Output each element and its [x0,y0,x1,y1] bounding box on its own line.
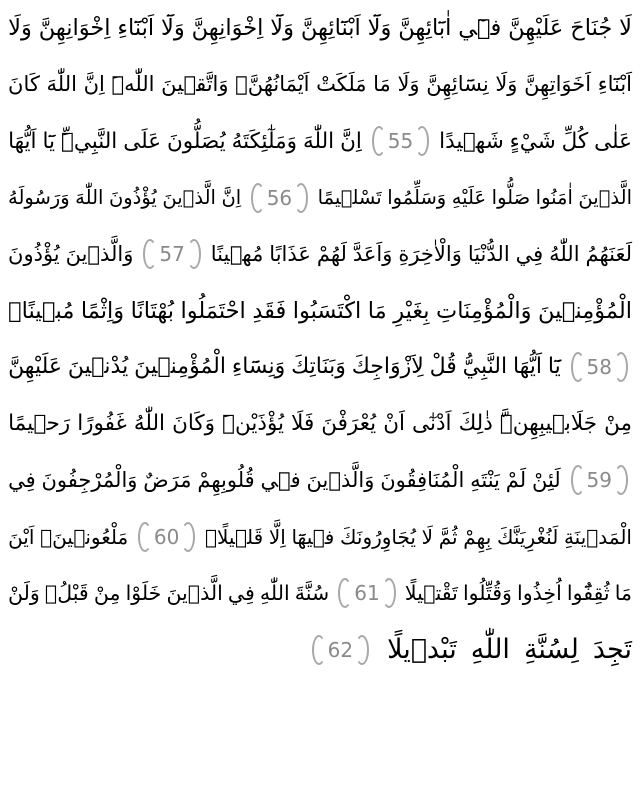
text-line [8,0,632,57]
arabic-word: وَلَا [397,72,420,97]
arabic-word: غَفُورًا [77,411,127,436]
arabic-word: قُلُوبِهِمْ [197,467,255,492]
arabic-word: اكْتَسَبُوا [292,297,362,324]
arabic-word: لَعَنَهُمُ [585,241,632,266]
ayah-number-marker [334,578,399,608]
arabic-word: احْتَمَلُوا [180,297,246,324]
arabic-word: يُؤْذَيْنَۜ [222,411,285,436]
arabic-word: الْمُنَافِقُونَ [380,467,465,492]
arabic-word: الْمُؤْمِنٖينَ [538,297,632,324]
arabic-word: عَلٰى [594,128,632,154]
arabic-word: اَنْ [383,411,405,436]
ornament-right-icon [614,465,628,495]
arabic-word: اللّٰهَۜ [111,72,155,97]
arabic-word: فِي [227,581,255,605]
arabic-word: اِنَّ [83,72,105,97]
ayah-number-marker [368,126,433,156]
arabic-word: تَسْلٖيمًا [317,186,382,209]
arabic-word: مَرَضٌ [143,467,192,492]
text-line [8,170,632,227]
arabic-word: عَلَيْهِ [451,186,487,209]
ornament-left-icon [338,578,352,608]
arabic-word: مَا [614,581,632,605]
arabic-word: شَهٖيدًا [439,128,504,154]
arabic-word: عَلَى [123,128,162,154]
arabic-word: اللّٰهِ [470,634,510,666]
arabic-word: اللّٰهُ [133,411,166,436]
arabic-word: عَذَابًا [269,241,311,266]
arabic-word: الدُّنْيَا [467,241,510,266]
arabic-word: شَيْءٍ [509,128,556,154]
arabic-word: لَمْ [505,467,527,492]
ornament-left-icon [372,126,386,156]
arabic-word: اللّٰهَ [302,128,335,154]
arabic-word: فٖٓي [458,15,502,41]
arabic-word: وَلَا [495,72,518,97]
arabic-word: اللّٰهُ [549,241,580,266]
arabic-word: مِنْ [93,581,121,605]
text-line [8,57,632,114]
arabic-word: قُلْ [429,354,457,380]
arabic-word: اَبْنَٓائِهِنَّ [300,15,361,41]
text-line [8,339,632,396]
text-line [8,622,632,679]
arabic-word: مِنْ [604,411,632,436]
arabic-word: فِي [8,467,36,492]
ornament-right-icon [355,635,369,665]
arabic-word: وَمَلٰٓئِكَتَهُ [231,128,298,154]
ayah-number: 59 [586,468,612,493]
arabic-word: جُنَاحَ [570,15,613,41]
ayah-number: 62 [327,637,354,662]
text-line [8,396,632,453]
ornament-right-icon [294,183,308,213]
arabic-word: وَلَا [8,15,32,41]
arabic-word: وَالَّذٖينَ [65,241,134,266]
arabic-word: يُدْنٖينَ [67,354,129,380]
arabic-word: اٰبَٓائِهِنَّ [398,15,452,41]
arabic-word: كُلِّ [561,128,589,154]
text-line [8,113,632,170]
ayah-number: 58 [586,355,612,380]
ornament-left-icon [143,239,157,269]
arabic-word: مَلْعُونٖينَۚ [40,524,129,549]
arabic-word: اَيُّهَا [512,354,543,380]
arabic-word: صَلُّوا [491,186,531,209]
ayah-number-marker [139,239,204,269]
arabic-word: يُعْرَفْنَ [321,411,377,436]
arabic-word: نِسَٓائِهِنَّ [426,72,489,97]
arabic-word: وَقُتِّلُوا [462,581,512,605]
text-line [8,509,632,566]
ornament-left-icon [571,465,585,495]
arabic-word: مَا [373,72,391,97]
arabic-word: مَلَكَتْ [316,72,367,97]
arabic-word: يُجَاوِرُونَكَ [340,524,416,549]
arabic-word: مُهٖينًا [210,241,264,266]
arabic-word: فٖيهَٓا [291,524,335,549]
arabic-word: وَاتَّقٖينَ [161,72,229,97]
arabic-word: عَلَيْهِنَّ [8,354,62,380]
arabic-word: وَرَسُولَهُ [8,186,70,209]
arabic-word: النَّبِيُّ [462,354,508,380]
arabic-word: مُبٖينًا۟ [8,297,75,324]
arabic-word: لِاَزْوَاجِكَ [351,354,424,380]
arabic-word: اِلَّا [268,524,286,549]
arabic-word: اللّٰهِ [259,581,290,605]
arabic-word: بِغَيْرِ [393,297,430,324]
arabic-word: وَلَنْ [8,581,40,605]
text-line [8,565,632,622]
ayah-number: 56 [266,185,293,210]
arabic-word: اَبْنَٓاءِ [597,72,632,97]
arabic-word: مَا [367,297,387,324]
arabic-word: وَالْاٰخِرَةِ [398,241,462,266]
arabic-word: قَبْلُۚ [44,581,89,605]
arabic-word: بُهْتَانًا [130,297,175,324]
ornament-right-icon [614,352,628,382]
arabic-word: الْمَدٖينَةِ [563,524,632,549]
arabic-word: تَقْتٖيلًا [404,581,458,605]
arabic-word: وَالْمُرْجِفُونَ [41,467,138,492]
text-line [8,283,632,340]
arabic-word: اَدْنٰٓى [412,411,452,436]
arabic-word: يَنْتَهِ [470,467,500,492]
arabic-word: يُؤْذُونَ [8,241,60,266]
arabic-word: لَنُغْرِيَنَّكَ [497,524,559,549]
arabic-word: وَلَٓا [161,15,185,41]
arabic-word: وَاِثْمًا [80,297,125,324]
ornament-left-icon [312,635,326,665]
arabic-word: فٖي [260,467,301,492]
arabic-word: وَبَنَاتِكَ [291,354,346,380]
arabic-word: قَلٖيلًاۚ [205,524,264,549]
arabic-word: اٰمَنُوا [535,186,573,209]
arabic-word: اللّٰهَ [75,186,104,209]
arabic-word: سُنَّةَ [294,581,330,605]
ayah-number-marker [567,465,632,495]
ayah-number: 61 [354,581,380,606]
ornament-right-icon [415,126,429,156]
ayah-number-marker [247,183,312,213]
ayah-number: 55 [387,129,414,154]
arabic-word: فِي [515,241,544,266]
arabic-word: اَيْمَانُهُنَّۚ [235,72,310,97]
arabic-word: تَجِدَ [592,634,632,666]
arabic-word: وَالَّذٖينَ [306,467,375,492]
arabic-word: ذٰلِكَ [458,411,493,436]
arabic-word: يَٓا [42,128,55,154]
arabic-word: بِهِمْ [463,524,492,549]
ayah-number-marker [134,522,199,552]
arabic-word: النَّبِيِّۜ [60,128,118,154]
ayah-number: 60 [153,524,180,549]
arabic-word: يَٓا [547,354,561,380]
arabic-word: عَلَيْهِنَّ [508,15,564,41]
arabic-word: يُصَلُّونَ [167,128,226,154]
arabic-word: ثُمَّ [438,524,458,549]
ornament-left-icon [138,522,152,552]
arabic-word: وَاَعَدَّ [352,241,393,266]
arabic-word: يُؤْذُونَ [108,186,157,209]
arabic-word: اَبْنَٓاءِ [117,15,155,41]
arabic-word: تَبْدٖيلًا [387,634,457,666]
arabic-word: الْمُؤْمِنٖينَ [134,354,226,380]
ayah-number-marker [567,352,632,382]
arabic-word: فَقَدِ [252,297,287,324]
ornament-right-icon [181,522,195,552]
arabic-word: اِخْوَانِهِنَّ [191,15,264,41]
arabic-word: وَلَٓا [270,15,294,41]
ornament-right-icon [382,578,396,608]
arabic-word: لَهُمْ [316,241,347,266]
arabic-word: ثُقِفُٓوا [566,581,610,605]
arabic-word: وَلَٓا [367,15,392,41]
arabic-word: رَحٖيمًا [8,411,71,436]
arabic-word: لَا [619,15,632,41]
arabic-word: وَالْمُؤْمِنَاتِ [436,297,532,324]
arabic-word: اِخْوَانِهِنَّ [38,15,111,41]
arabic-word: اُخِذُوا [517,581,562,605]
arabic-word: كَانَ [8,72,40,97]
ayah-number-marker [308,635,373,665]
arabic-word: لِسُنَّةِ [523,634,579,666]
arabic-word: الَّذٖينَ [166,581,223,605]
arabic-word: وَكَانَ [172,411,216,436]
arabic-word: لَئِنْ [531,467,561,492]
arabic-word: اَخَوَاتِهِنَّ [524,72,592,97]
text-line [8,452,632,509]
arabic-word: وَسَلِّمُوا [387,186,447,209]
arabic-word: خَلَوْا [125,581,162,605]
arabic-word: اللّٰهَ [46,72,77,97]
arabic-word: الَّذٖينَ [162,186,216,209]
arabic-word: اِنَّ [221,186,242,209]
ornament-left-icon [251,183,265,213]
ayah-number: 57 [159,242,185,267]
ornament-left-icon [571,352,585,382]
arabic-word: الَّذٖينَ [578,186,632,209]
arabic-word: جَلَابٖيبِهِنَّۜ [499,411,598,436]
text-line [8,226,632,283]
arabic-word: فَلَا [291,411,315,436]
ornament-right-icon [187,239,201,269]
arabic-word: اَيُّهَا [8,128,37,154]
arabic-word: اِنَّ [340,128,362,154]
arabic-word: اَيْنَ [8,524,35,549]
arabic-word: لَا [421,524,434,549]
arabic-word: وَنِسَٓاءِ [231,354,286,380]
